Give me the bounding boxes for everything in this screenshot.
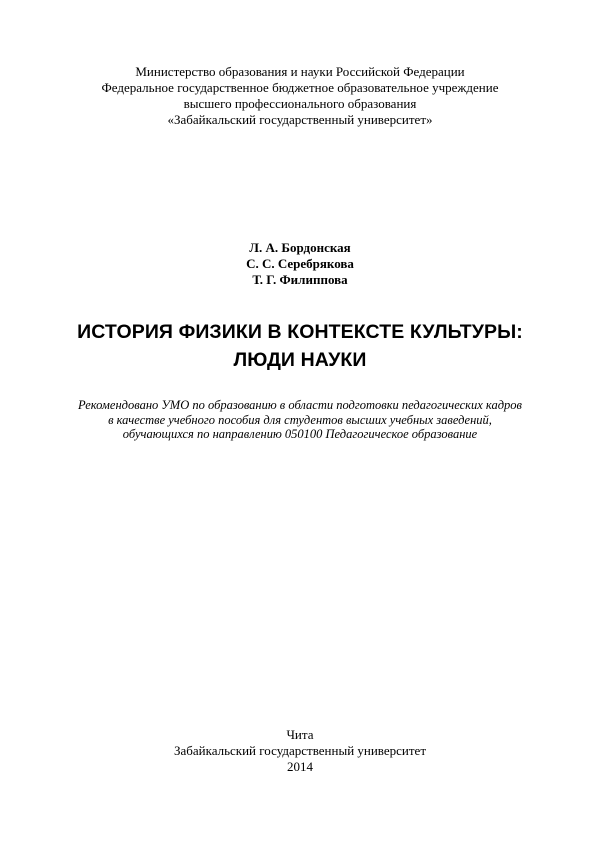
recommendation-note bbox=[0, 398, 600, 442]
education-level-line: высшего профессионального образования bbox=[183, 96, 417, 111]
authors-list bbox=[0, 240, 600, 288]
recommendation-line: Рекомендовано УМО по образованию в области подготовки педагогических кадров bbox=[78, 398, 522, 412]
institution-type-line: Федеральное государственное бюджетное образовательное учреждение bbox=[101, 80, 499, 95]
author-name: С. С. Серебрякова bbox=[246, 256, 354, 271]
recommendation-line: в качестве учебного пособия для студентов высших учебных заведений, bbox=[108, 412, 492, 427]
book-title bbox=[20, 318, 580, 374]
institution-header bbox=[0, 64, 600, 128]
imprint-year: 2014 bbox=[287, 759, 313, 774]
book-title-line: ИСТОРИЯ ФИЗИКИ В КОНТЕКСТЕ КУЛЬТУРЫ: bbox=[77, 321, 523, 343]
imprint bbox=[0, 727, 600, 775]
imprint-publisher: Забайкальский государственный университет bbox=[173, 743, 427, 758]
author-name: Т. Г. Филиппова bbox=[252, 272, 348, 287]
university-name-line: «Забайкальский государственный университет» bbox=[167, 112, 433, 127]
ministry-line: Министерство образования и науки Российской Федерации bbox=[135, 64, 465, 79]
imprint-city: Чита bbox=[286, 727, 314, 742]
book-subtitle-line: ЛЮДИ НАУКИ bbox=[233, 349, 367, 371]
recommendation-line: обучающихся по направлению 050100 Педагогическое образование bbox=[122, 427, 478, 441]
author-name: Л. А. Бордонская bbox=[249, 240, 351, 255]
